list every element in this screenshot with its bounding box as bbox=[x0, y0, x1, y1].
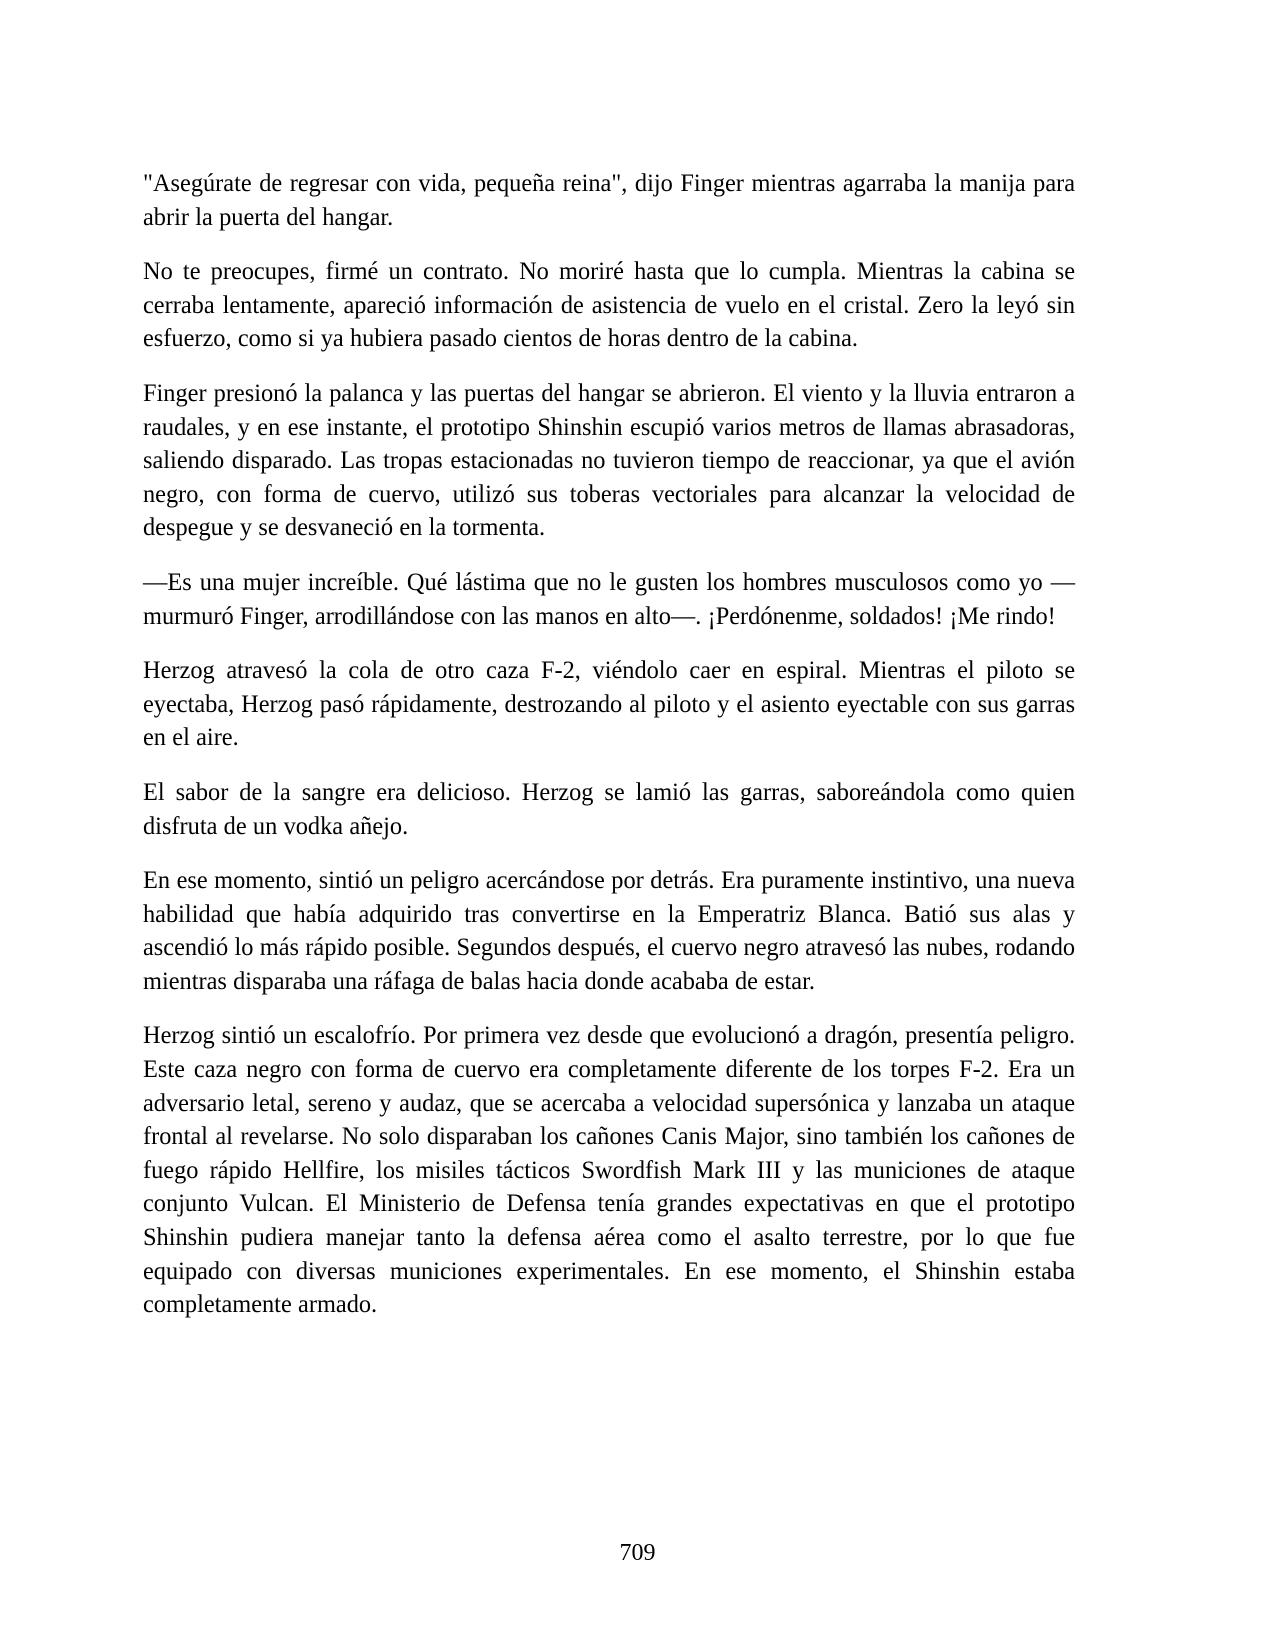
paragraph: No te preocupes, firmé un contrato. No moriré hasta que lo cumpla. Mientras la cabina se cerraba lentamente, apareció información de asistencia de vuelo en el cristal. Zero la leyó sin esfuerzo, como si ya hubiera pasado cientos de horas dentro de la cabina. bbox=[143, 256, 1076, 353]
paragraph: "Asegúrate de regresar con vida, pequeña reina", dijo Finger mientras agarraba la manija para abrir la puerta del hangar. bbox=[143, 168, 1076, 231]
paragraph: El sabor de la sangre era delicioso. Herzog se lamió las garras, saboreándola como quien disfruta de un vodka añejo. bbox=[143, 776, 1076, 840]
paragraph: En ese momento, sintió un peligro acercándose por detrás. Era puramente instintivo, una nueva habilidad que había adquirido tras convertirse en la Emperatriz Blanca. Batió sus alas y ascendió lo más rápido posible. Segundos después, el cuervo negro atravesó las nubes, rodando mientras disparaba una ráfaga de balas hacia donde acababa de estar. bbox=[143, 865, 1076, 995]
paragraph: Herzog sintió un escalofrío. Por primera vez desde que evolucionó a dragón, presentía peligro. Este caza negro con forma de cuervo era completamente diferente de los torpes F-2. Era un adversario letal, sereno y audaz, que se acercaba a velocidad supersónica y lanzaba un ataque frontal al revelarse. No solo disparaban los cañones Canis Major, sino también los cañones de fuego rápido Hellfire, los misiles tácticos Swordfish Mark III y las municiones de ataque conjunto Vulcan. El Ministerio de Defensa tenía grandes expectativas en que el prototipo Shinshin pudiera manejar tanto la defensa aérea como el asalto terrestre, por lo que fue equipado con diversas municiones experimentales. En ese momento, el Shinshin estaba completamente armado. bbox=[143, 1020, 1076, 1319]
paragraph: Finger presionó la palanca y las puertas del hangar se abrieron. El viento y la lluvia entraron a raudales, y en ese instante, el prototipo Shinshin escupió varios metros de llamas abrasadoras, saliendo disparado. Las tropas estacionadas no tuvieron tiempo de reaccionar, ya que el avión negro, con forma de cuervo, utilizó sus toberas vectoriales para alcanzar la velocidad de despegue y se desvaneció en la tormenta. bbox=[143, 377, 1076, 542]
page-number: 709 bbox=[619, 1540, 656, 1566]
body-text-column bbox=[143, 166, 1075, 1321]
paragraph: Herzog atravesó la cola de otro caza F-2, viéndolo caer en espiral. Mientras el piloto se eyectaba, Herzog pasó rápidamente, destrozando al piloto y el asiento eyectable con sus garras en el aire. bbox=[143, 655, 1076, 752]
paragraph: —Es una mujer increíble. Qué lástima que no le gusten los hombres musculosos como yo —murmuró Finger, arrodillándose con las manos en alto—. ¡Perdónenme, soldados! ¡Me rindo! bbox=[143, 566, 1076, 630]
